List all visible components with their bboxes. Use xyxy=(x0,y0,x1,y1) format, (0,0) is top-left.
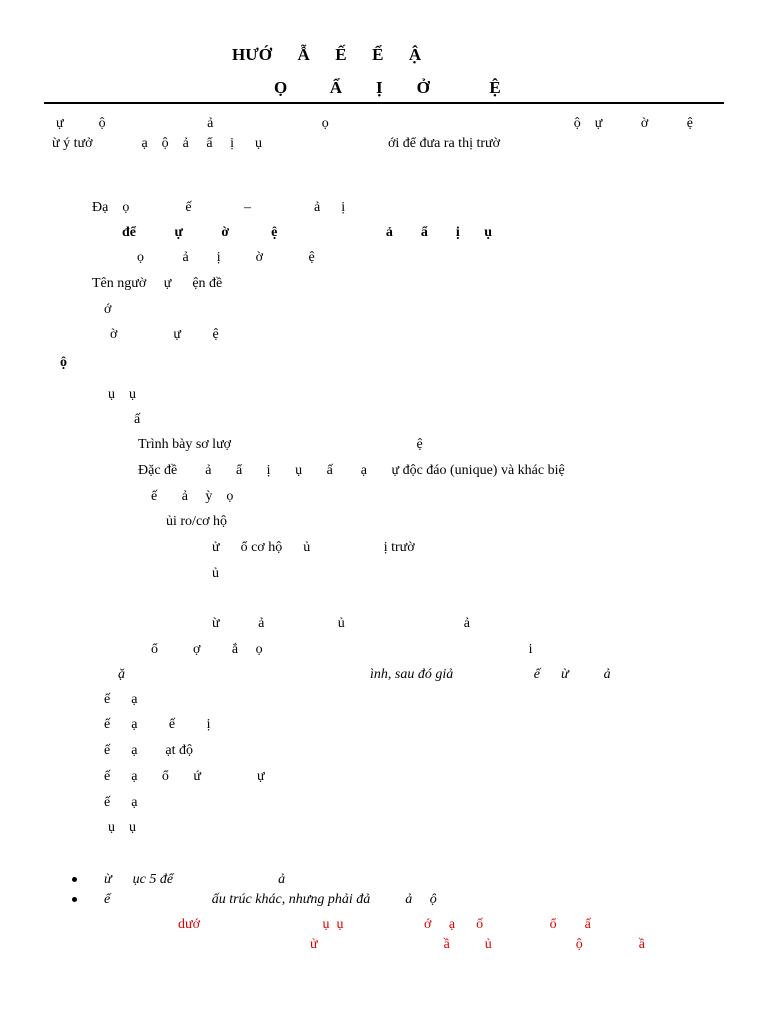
intro-line-1: ự ộ ả ọ ộ ự ờ ệ xyxy=(56,116,694,131)
bullet-dot xyxy=(72,897,77,902)
bullet-dot xyxy=(72,877,77,882)
body-line: ấ xyxy=(134,412,141,427)
body-line: ủ xyxy=(212,566,219,581)
body-line: ế ạ xyxy=(104,692,138,707)
body-line: Tên ngườ ự ện đề xyxy=(92,276,223,291)
title-divider xyxy=(44,102,724,104)
body-line: Đặc đề ả ẩ ị ụ ấ ạ ự độc đáo (unique) và khác biệ xyxy=(138,463,565,478)
body-line: ế ạ xyxy=(104,795,138,810)
bullet-item: ừ ục 5 để ả xyxy=(104,872,286,887)
body-line: ờ ự ệ xyxy=(110,327,219,342)
body-line: ừ ả ủ ả xyxy=(212,616,471,631)
intro-line-2: ừ ý tưở ạ ộ ả ẩ ị ụ ới để đưa ra thị trườ xyxy=(52,136,501,151)
body-line: ế ạ ổ ứ ự xyxy=(104,769,265,784)
body-line: ủi ro/cơ hộ xyxy=(166,514,228,529)
body-line: ế ả ỳ ọ xyxy=(151,489,234,504)
body-line: ọ ả ị ờ ệ xyxy=(137,250,315,265)
body-line: Đạ ọ ế – ả ị xyxy=(92,200,346,215)
bullet-item: ể ấu trúc khác, nhưng phải đả ả ộ xyxy=(104,892,437,907)
document-title-line2: Ọ Ẩ Ị Ở Ệ xyxy=(274,78,501,97)
body-line: ụ ụ xyxy=(108,387,136,402)
red-note-line-2: ử ầ ủ ộ ầ xyxy=(310,937,646,952)
body-line: ế ạ ế ị xyxy=(104,717,211,732)
document-title-line1: HƯỚ Ẫ Ế Ể Ậ xyxy=(232,45,422,64)
body-line: ế ạ ạt độ xyxy=(104,743,194,758)
body-line: ụ ụ xyxy=(108,820,136,835)
section-heading: ộ xyxy=(60,355,67,370)
body-line: ử ổ cơ hộ ủ ị trườ xyxy=(212,540,415,555)
body-line: ặ ình, sau đó giả ế ừ ả xyxy=(118,667,611,682)
body-line: ớ xyxy=(104,302,112,317)
red-note-line-1: dướ ụ ụ ớ ạ ố ổ ấ xyxy=(178,917,591,932)
body-line: Trình bày sơ lượ ệ xyxy=(138,437,423,452)
body-line: ổ ợ ắ ọ i xyxy=(151,642,533,657)
body-line: để ự ờ ệ ả ẩ ị ụ xyxy=(122,225,493,240)
